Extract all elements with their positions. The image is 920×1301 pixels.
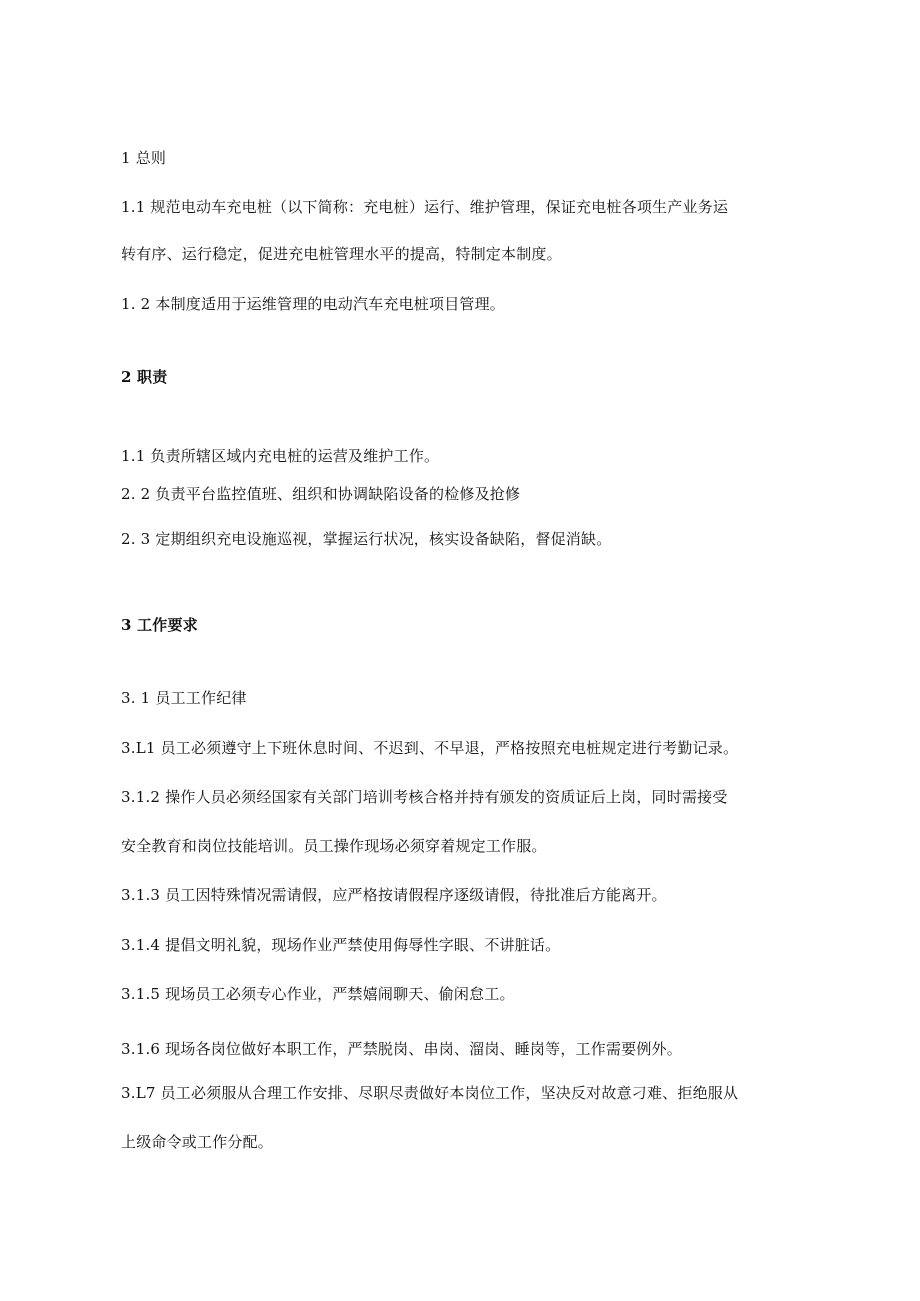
section-3-line-10: 上级命令或工作分配。 — [121, 1133, 274, 1151]
section-3-line-4: 安全教育和岗位技能培训。员工操作现场必须穿着规定工作服。 — [121, 837, 547, 855]
section-2-heading: 2 职责 — [121, 368, 168, 386]
section-1-heading: 1 总则 — [121, 149, 167, 167]
section-3-line-6: 3.1.4 提倡文明礼貌，现场作业严禁使用侮辱性字眼、不讲脏话。 — [121, 936, 561, 954]
section-2-line-2: 2. 2 负责平台监控值班、组织和协调缺陷设备的检修及抢修 — [121, 485, 521, 503]
section-3-line-8: 3.1.6 现场各岗位做好本职工作，严禁脱岗、串岗、溜岗、睡岗等，工作需要例外。 — [121, 1040, 682, 1058]
section-3-line-7: 3.1.5 现场员工必须专心作业，严禁嬉闹聊天、偷闲怠工。 — [121, 985, 515, 1003]
section-1-line-1: 1.1 规范电动车充电桩（以下简称：充电桩）运行、维护管理，保证充电桩各项生产业务运 — [121, 198, 729, 216]
section-3-line-5: 3.1.3 员工因特殊情况需请假，应严格按请假程序逐级请假，待批准后方能离开。 — [121, 886, 667, 904]
section-2-line-1: 1.1 负责所辖区域内充电桩的运营及维护工作。 — [121, 447, 440, 465]
section-3-line-9: 3.L7 员工必须服从合理工作安排、尽职尽责做好本岗位工作，坚决反对故意刁难、拒绝服从 — [121, 1084, 739, 1102]
section-3-heading: 3 工作要求 — [121, 616, 198, 634]
section-3-line-3: 3.1.2 操作人员必须经国家有关部门培训考核合格并持有颁发的资质证后上岗，同时需接受 — [121, 788, 728, 806]
section-1-line-3: 1. 2 本制度适用于运维管理的电动汽车充电桩项目管理。 — [121, 295, 505, 313]
section-2-line-3: 2. 3 定期组织充电设施巡视，掌握运行状况，核实设备缺陷，督促消缺。 — [121, 530, 612, 548]
section-3-line-1: 3. 1 员工工作纪律 — [121, 689, 247, 707]
section-1-line-2: 转有序、运行稳定，促进充电桩管理水平的提高，特制定本制度。 — [121, 245, 562, 263]
section-3-line-2: 3.L1 员工必须遵守上下班休息时间、不迟到、不早退，严格按照充电桩规定进行考勤记录。 — [121, 739, 739, 757]
